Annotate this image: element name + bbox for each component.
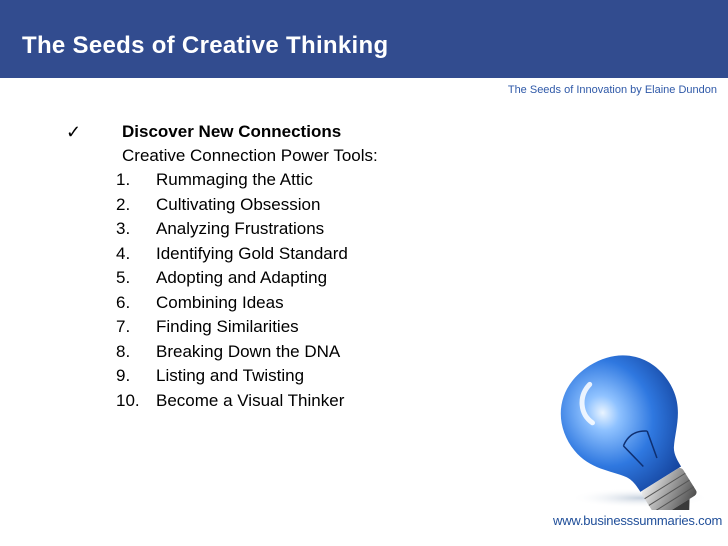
slide-title: The Seeds of Creative Thinking [22, 32, 389, 59]
title-bar [0, 0, 728, 78]
list-item [66, 242, 526, 267]
item-number: 3. [116, 219, 131, 238]
item-text: Become a Visual Thinker [156, 390, 345, 410]
list-item [66, 389, 526, 414]
item-number: 2. [116, 194, 131, 214]
item-number: 4. [116, 243, 131, 263]
list-item [66, 168, 526, 193]
item-text: Finding Similarities [156, 317, 299, 336]
list-item [66, 217, 526, 242]
item-number: 9. [116, 366, 131, 385]
list-item [66, 315, 526, 340]
item-number: 10. [116, 390, 140, 410]
list-item [66, 291, 526, 316]
item-text: Rummaging the Attic [156, 170, 313, 189]
slide-content [66, 120, 526, 413]
footer-website: www.businesssummaries.com [553, 513, 723, 528]
source-credit: The Seeds of Innovation by Elaine Dundon [507, 84, 717, 96]
section-heading: Discover New Connections [122, 122, 342, 141]
item-text: Adopting and Adapting [156, 268, 328, 287]
item-number: 8. [116, 341, 131, 361]
section-subheading: Creative Connection Power Tools: [122, 146, 378, 165]
item-number: 6. [116, 292, 131, 312]
list-item [66, 266, 526, 291]
bullet-heading-row [66, 120, 526, 144]
tools-list [66, 168, 526, 413]
item-text: Analyzing Frustrations [156, 219, 325, 238]
list-item [66, 340, 526, 365]
list-item [66, 364, 526, 389]
item-text: Cultivating Obsession [156, 194, 321, 214]
item-number: 7. [116, 317, 131, 336]
item-number: 1. [116, 170, 131, 189]
item-text: Identifying Gold Standard [156, 243, 348, 263]
list-item [66, 193, 526, 218]
item-number: 5. [116, 268, 131, 287]
item-text: Combining Ideas [156, 292, 284, 312]
item-text: Listing and Twisting [156, 366, 305, 385]
item-text: Breaking Down the DNA [156, 341, 341, 361]
checkmark-icon: ✓ [66, 122, 82, 142]
light-bulb-icon [530, 350, 728, 510]
